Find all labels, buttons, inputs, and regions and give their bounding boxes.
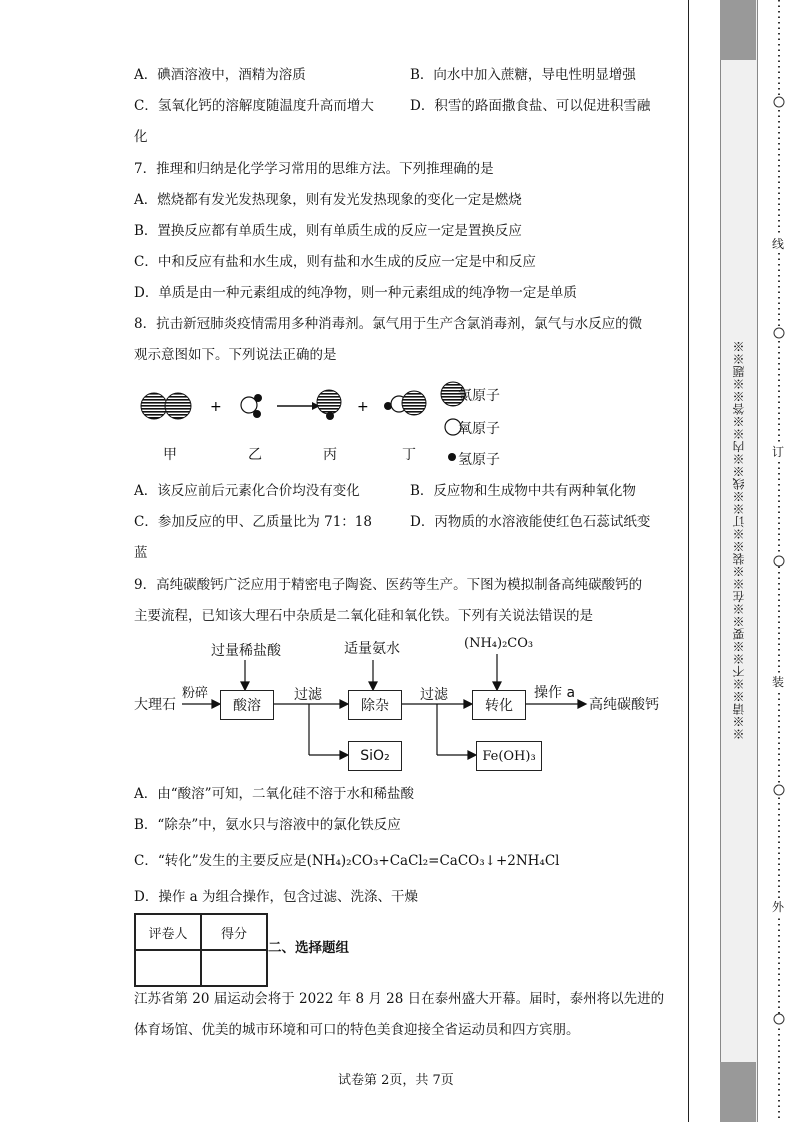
q6-option-a: A．碘酒溶液中，酒精为溶质: [134, 67, 306, 83]
flow-box-acid-dissolve: 酸溶: [220, 690, 274, 720]
binding-strip-top-block: [720, 0, 756, 60]
flow-ammonia-reagent: 适量氨水: [344, 641, 400, 657]
flow-carbonate-reagent: (NH₄)₂CO₃: [464, 636, 534, 651]
q7-option-a: A．燃烧都有发光发热现象，则有发光发热现象的变化一定是燃烧: [134, 192, 522, 208]
score-cell[interactable]: [201, 950, 267, 986]
q6-option-d-continued: 化: [134, 129, 148, 145]
flow-crush-label: 粉碎: [182, 686, 209, 701]
score-table: [134, 913, 268, 987]
flow-acid-reagent: 过量稀盐酸: [211, 643, 281, 659]
q8-option-a: A．该反应前后元素化合价均没有变化: [134, 483, 360, 499]
side-label-bind: 装: [772, 675, 785, 689]
q9-option-b: B．“除杂”中，氨水只与溶液中的氯化铁反应: [134, 817, 401, 833]
flow-box-convert: 转化: [472, 690, 526, 720]
flow-operation-a: 操作 a: [534, 685, 576, 701]
q7-option-d: D．单质是由一种元素组成的纯净物，则一种元素组成的纯净物一定是单质: [134, 285, 577, 301]
flow-box-remove-impurity: 除杂: [348, 690, 402, 720]
outer-dotted-line: [772, 0, 792, 1122]
flow-product: 高纯碳酸钙: [589, 697, 659, 713]
flow-filter-2: 过滤: [420, 687, 448, 703]
q8-stem-line2: 观示意图如下。下列说法正确的是: [134, 347, 337, 363]
q6-option-d: D．积雪的路面撒食盐、可以促进积雪融: [410, 98, 651, 114]
q7-option-c: C．中和反应有盐和水生成，则有盐和水生成的反应一定是中和反应: [134, 254, 536, 270]
side-label-line: 线: [772, 237, 785, 251]
legend-chlorine: 氯原子: [458, 388, 500, 404]
section-2-paragraph-line2: 体育场馆、优美的城市环境和可口的特色美食迎接全省运动员和四方宾朋。: [134, 1022, 580, 1038]
legend-hydrogen: 氢原子: [458, 452, 500, 468]
label-bing: 丙: [323, 447, 337, 463]
q9-stem-line2: 主要流程，已知该大理石中杂质是二氧化硅和氧化铁。下列有关说法错误的是: [134, 608, 593, 624]
q9-option-c: C．“转化”发生的主要反应是(NH₄)₂CO₃+CaCl₂=CaCO₃↓+2NH₄Cl: [134, 853, 560, 869]
side-label-outer: 外: [772, 900, 785, 914]
label-jia: 甲: [163, 447, 177, 463]
plus-sign-1: +: [210, 399, 222, 415]
q8-option-b: B．反应物和生成物中共有两种氧化物: [410, 483, 636, 499]
label-yi: 乙: [248, 447, 262, 463]
section-2-title: 二、选择题组: [268, 940, 349, 956]
q9-option-a: A．由“酸溶”可知，二氧化硅不溶于水和稀盐酸: [134, 786, 415, 802]
q6-option-b: B．向水中加入蔗糖，导电性明显增强: [410, 67, 636, 83]
q6-option-c: C．氢氧化钙的溶解度随温度升高而增大: [134, 98, 374, 114]
flow-box-feoh3: Fe(OH)₃: [476, 741, 542, 771]
q8-option-d-continued: 蓝: [134, 545, 148, 561]
grader-header: 评卷人: [135, 914, 201, 950]
flow-start-marble: 大理石: [134, 697, 176, 713]
flow-filter-1: 过滤: [294, 687, 322, 703]
plus-sign-2: +: [357, 399, 369, 415]
q9-option-d: D．操作 a 为组合操作，包含过滤、洗涤、干燥: [134, 889, 418, 905]
binding-edge-line: [688, 0, 689, 1122]
side-label-order: 订: [772, 445, 785, 459]
binding-strip-bottom-block: [720, 1062, 756, 1122]
page-footer: 试卷第 2页，共 7页: [338, 1073, 454, 1088]
legend-oxygen: 氧原子: [458, 421, 500, 437]
q7-stem: 7．推理和归纳是化学学习常用的思维方法。下列推理确的是: [134, 161, 494, 177]
q9-stem-line1: 9．高纯碳酸钙广泛应用于精密电子陶瓷、医药等生产。下图为模拟制备高纯碳酸钙的: [134, 577, 643, 593]
section-2-paragraph-line1: 江苏省第 20 届运动会将于 2022 年 8 月 28 日在泰州盛大开幕。届时，泰州将以先进的: [134, 991, 665, 1007]
flow-box-sio2: SiO₂: [348, 741, 402, 771]
score-header: 得分: [201, 914, 267, 950]
grader-cell[interactable]: [135, 950, 201, 986]
q8-option-d: D．丙物质的水溶液能使红色石蕊试纸变: [410, 514, 651, 530]
q8-stem-line1: 8．抗击新冠肺炎疫情需用多种消毒剂。氯气用于生产含氯消毒剂，氯气与水反应的微: [134, 316, 643, 332]
label-ding: 丁: [402, 447, 416, 463]
binding-warning-text: ※※请※※不※※要※※在※※装※※订※※线※※内※※答※※题※※: [732, 340, 746, 740]
q8-option-c: C．参加反应的甲、乙质量比为 71：18: [134, 514, 372, 530]
q7-option-b: B．置换反应都有单质生成，则有单质生成的反应一定是置换反应: [134, 223, 522, 239]
